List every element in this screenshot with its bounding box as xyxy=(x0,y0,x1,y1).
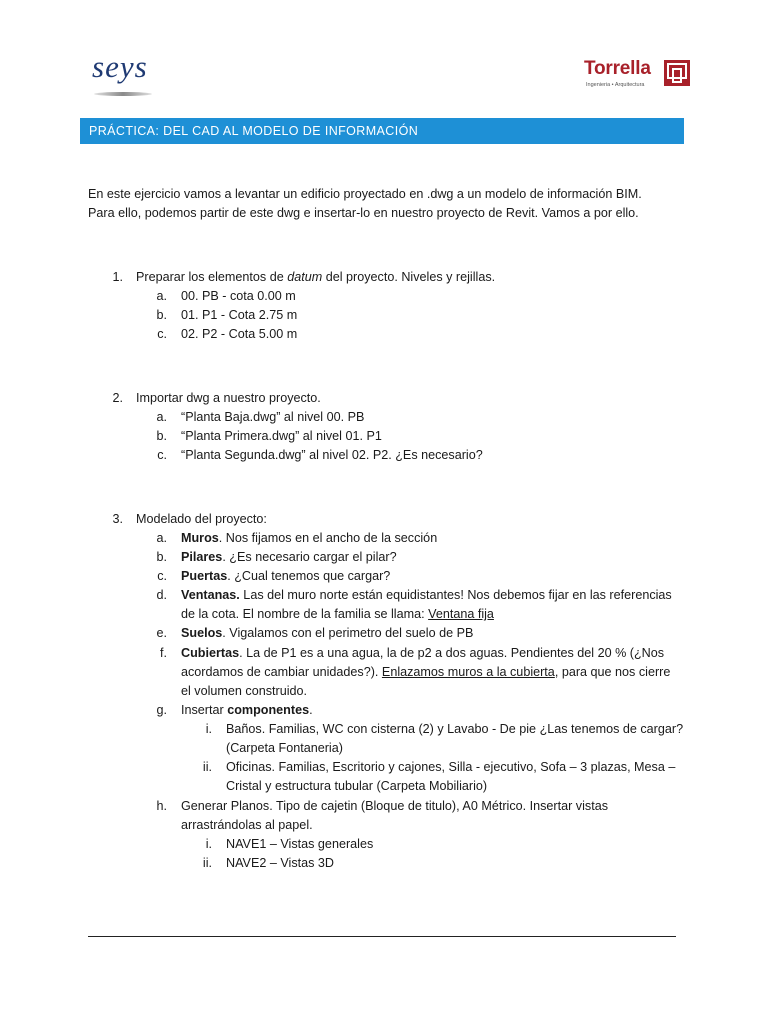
section-2-title: Importar dwg a nuestro proyecto. xyxy=(136,391,321,405)
section-3-item-e xyxy=(181,624,473,643)
section-1-item-a-marker: a. xyxy=(156,289,167,303)
section-2-item-a-marker: a. xyxy=(156,410,167,424)
section-3-item-h-ii: NAVE2 – Vistas 3D xyxy=(226,856,335,870)
section-3-item-g-ii-line-1: Oficinas. Familias, Escritorio y cajones, Silla - ejecutivo, Sofa – 3 plazas, Mesa – xyxy=(226,760,676,774)
torrella-logo xyxy=(584,58,694,92)
section-2-item-a: “Planta Baja.dwg” al nivel 00. PB xyxy=(181,410,365,424)
section-3-item-d-text-1: Las del muro norte están equidistantes! Nos debemos fijar en las referencias xyxy=(239,588,672,602)
section-1-item-c: 02. P2 - Cota 5.00 m xyxy=(181,327,298,341)
section-3-item-g-marker: g. xyxy=(156,703,167,717)
section-2-marker: 2. xyxy=(112,391,123,405)
section-1-item-b: 01. P1 - Cota 2.75 m xyxy=(181,308,298,322)
section-3-item-a-text: . Nos fijamos en el ancho de la sección xyxy=(218,531,438,545)
section-3-item-d-line-2 xyxy=(181,605,494,624)
section-3-item-h-line-1: Generar Planos. Tipo de cajetin (Bloque de titulo), A0 Métrico. Insertar vistas xyxy=(181,799,608,813)
section-3-item-d-line-1 xyxy=(181,586,672,605)
section-3-item-g-ii-line-2: Cristal y estructura tubular (Carpeta Mobiliario) xyxy=(226,779,488,793)
section-3-item-f-bold: Cubiertas xyxy=(181,646,240,660)
seys-logo xyxy=(92,49,154,100)
section-3-item-b xyxy=(181,548,397,567)
section-3-item-h-line-2: arrastrándolas al papel. xyxy=(181,818,313,832)
section-3-item-c-text: . ¿Cual tenemos que cargar? xyxy=(227,569,391,583)
section-3-item-d-marker: d. xyxy=(156,588,167,602)
section-3-marker: 3. xyxy=(112,512,123,526)
section-3-item-b-text: . ¿Es necesario cargar el pilar? xyxy=(222,550,397,564)
seys-logo-swoosh xyxy=(94,92,152,96)
section-3-item-e-bold: Suelos xyxy=(181,626,223,640)
seys-logo-text: seys xyxy=(92,49,148,84)
section-1-marker: 1. xyxy=(112,270,123,284)
section-1-text-pre: Preparar los elementos de xyxy=(136,270,288,284)
section-3-item-f-underline: Enlazamos muros a la cubierta xyxy=(381,665,555,679)
section-3-item-g-text-post: . xyxy=(309,703,313,717)
section-3-item-b-bold: Pilares xyxy=(181,550,223,564)
section-3-item-e-marker: e. xyxy=(156,626,167,640)
section-3-item-c xyxy=(181,567,390,586)
section-2-item-b-marker: b. xyxy=(156,429,167,443)
section-3-item-g xyxy=(181,701,313,720)
section-3-item-f-line-1 xyxy=(181,644,664,663)
section-1-item-a: 00. PB - cota 0.00 m xyxy=(181,289,296,303)
section-1-item-b-marker: b. xyxy=(156,308,167,322)
section-3-item-f-text-1: . La de P1 es a una agua, la de p2 a dos aguas. Pendientes del 20 % (¿Nos xyxy=(239,646,665,660)
torrella-logo-tagline: Ingenieria • Arquitectura xyxy=(586,82,645,88)
section-3-item-g-i-line-2: (Carpeta Fontaneria) xyxy=(226,741,343,755)
section-3-item-e-text: . Vigalamos con el perimetro del suelo de PB xyxy=(222,626,474,640)
section-3-item-f-text-2-post: , para que nos cierre xyxy=(554,665,671,679)
section-3-item-d-underline: Ventana fija xyxy=(428,607,494,621)
section-3-item-c-marker: c. xyxy=(157,569,167,583)
section-3-item-a-bold: Muros xyxy=(181,531,219,545)
torrella-logo-mark-icon xyxy=(664,60,690,86)
section-3-item-f-text-2: acordamos de cambiar unidades?). xyxy=(181,665,382,679)
section-3-item-g-ii-marker: ii. xyxy=(202,760,212,774)
section-3-item-h-marker: h. xyxy=(156,799,167,813)
section-1-item-c-marker: c. xyxy=(157,327,167,341)
intro-line-1: En este ejercicio vamos a levantar un edificio proyectado en .dwg a un modelo de información BIM. xyxy=(88,187,642,201)
section-3-item-g-text-pre: Insertar xyxy=(181,703,228,717)
section-2-item-c-marker: c. xyxy=(157,448,167,462)
section-3-item-g-bold: componentes xyxy=(227,703,310,717)
section-3-item-d-text-2: de la cota. El nombre de la familia se llama: xyxy=(181,607,429,621)
footer-divider xyxy=(88,936,676,937)
header-bar xyxy=(80,118,684,144)
section-3-item-f-line-3: el volumen construido. xyxy=(181,684,308,698)
section-3-item-h-ii-marker: ii. xyxy=(202,856,212,870)
section-3-item-h-i-marker: i. xyxy=(205,837,212,851)
section-3-item-d-bold: Ventanas. xyxy=(181,588,240,602)
section-1-title xyxy=(136,268,495,287)
section-1-text-post: del proyecto. Niveles y rejillas. xyxy=(322,270,496,284)
section-3-item-a xyxy=(181,529,437,548)
page-title: PRÁCTICA: DEL CAD AL MODELO DE INFORMACIÓN xyxy=(89,124,419,138)
section-3-item-f-marker: f. xyxy=(160,646,167,660)
section-3-item-g-i-line-1: Baños. Familias, WC con cisterna (2) y Lavabo - De pie ¿Las tenemos de cargar? xyxy=(226,722,684,736)
torrella-logo-text: Torrella xyxy=(584,58,651,79)
section-2-item-c: “Planta Segunda.dwg” al nivel 02. P2. ¿Es necesario? xyxy=(181,448,483,462)
section-3-item-f-line-2 xyxy=(181,663,670,682)
intro-line-2: Para ello, podemos partir de este dwg e insertar-lo en nuestro proyecto de Revit. Vamos a por ello. xyxy=(88,206,639,220)
section-3-item-a-marker: a. xyxy=(156,531,167,545)
section-3-item-g-i-marker: i. xyxy=(205,722,212,736)
section-2-item-b: “Planta Primera.dwg” al nivel 01. P1 xyxy=(181,429,382,443)
section-3-item-h-i: NAVE1 – Vistas generales xyxy=(226,837,374,851)
section-3-item-b-marker: b. xyxy=(156,550,167,564)
section-3-title: Modelado del proyecto: xyxy=(136,512,267,526)
section-1-text-italic: datum xyxy=(287,270,323,284)
section-3-item-c-bold: Puertas xyxy=(181,569,228,583)
